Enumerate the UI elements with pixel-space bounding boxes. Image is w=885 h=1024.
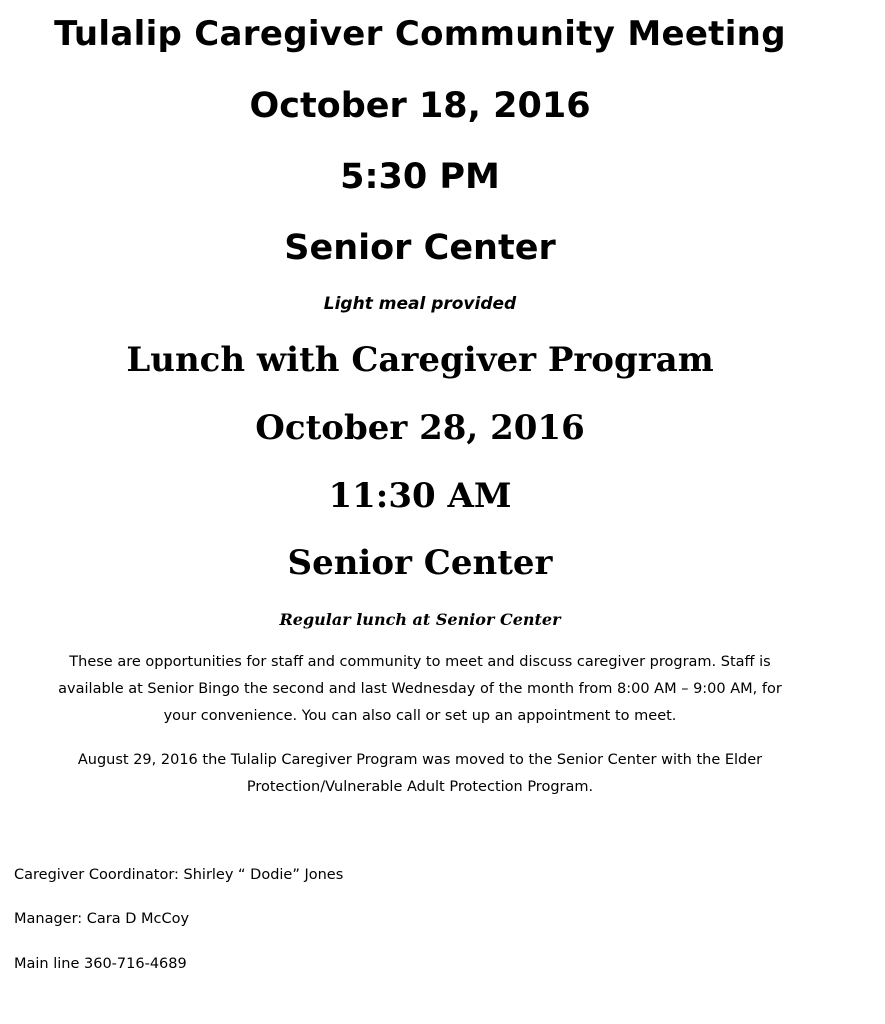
coordinator-contact: Caregiver Coordinator: Shirley “ Dodie” Jones [14,867,344,883]
relocation-paragraph [20,747,820,801]
lunch-location: Senior Center [287,543,553,583]
paragraph-line: August 29, 2016 the Tulalip Caregiver Program was moved to the Senior Center with the Elder [77,752,763,768]
manager-contact: Manager: Cara D McCoy [14,911,190,927]
meeting-date: October 18, 2016 [249,86,591,126]
lunch-title: Lunch with Caregiver Program [126,340,714,380]
meeting-time: 5:30 PM [340,157,500,197]
meeting-note: Light meal provided [323,294,517,314]
meeting-location: Senior Center [284,228,556,268]
meeting-title: Tulalip Caregiver Community Meeting [54,14,786,54]
paragraph-line: These are opportunities for staff and community to meet and discuss caregiver program. Staff is [69,654,771,670]
paragraph-line: your convenience. You can also call or set up an appointment to meet. [163,708,677,724]
opportunities-paragraph [20,649,820,730]
paragraph-line: available at Senior Bingo the second and last Wednesday of the month from 8:00 AM – 9:00 AM, for [58,681,782,697]
paragraph-line: Protection/Vulnerable Adult Protection Program. [246,779,594,795]
lunch-time: 11:30 AM [328,476,512,516]
main-line-contact: Main line 360-716-4689 [14,956,187,972]
lunch-date: October 28, 2016 [255,408,585,448]
lunch-note: Regular lunch at Senior Center [279,610,561,629]
